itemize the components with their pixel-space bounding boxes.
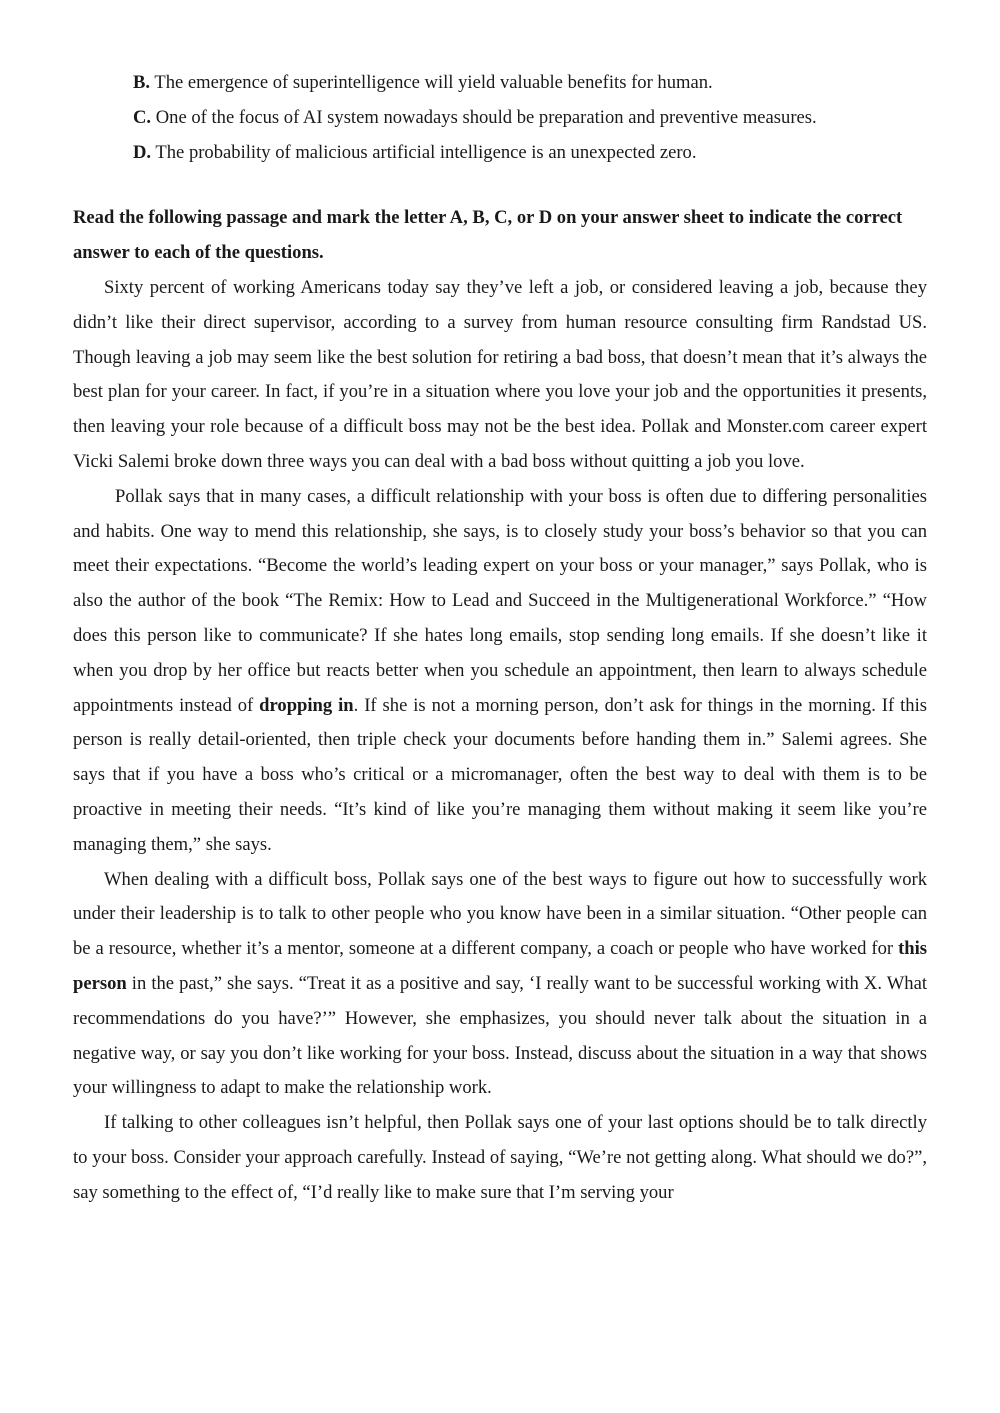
instruction-heading: Read the following passage and mark the letter A, B, C, or D on your answer sheet to indicate the correct answer to each of the questions. [73,207,903,264]
option-text: The probability of malicious artificial intelligence is an unexpected zero. [151,141,697,163]
paragraph-text: Pollak says that in many cases, a difficult relationship with your boss is often due to differing personalities and habits. One way to mend this relationship, she says, is to closely study your boss’s behavior so that you can meet their expectations. “Become the world’s leading expert on your boss or your manager,” says Pollak, who is also the author of the book “The Remix: How to Lead and Succeed in the Multigenerational Workforce.” “How does this person like to communicate? If she hates long emails, stop sending long emails. If she doesn’t like it when you drop by her office but reacts better when you schedule an appointment, then learn to always schedule appointments instead of [73,485,927,716]
option-text: The emergence of superintelligence will yield valuable benefits for human. [150,72,713,93]
passage-paragraph-4: If talking to other colleagues isn’t helpful, then Pollak says one of your last options should be to talk directly to your boss. Consider your approach carefully. Instead of saying, “We’re not getting along. What should we do?”, say something to the effect of, “I’d really like to make sure that I’m serving your [73,1112,927,1203]
paragraph-text: When dealing with a difficult boss, Pollak says one of the best ways to figure out how to successfully work under their leadership is to talk to other people who you know have been in a similar situation. “Other people can be a resource, whether it’s a mentor, someone at a different company, a coach or people who have worked for [73,868,927,960]
paragraph-text: . If she is not a morning person, don’t ask for things in the morning. If this person is really detail-oriented, then triple check your documents before handing them in.” Salemi agrees. She says that if you have a boss who’s critical or a micromanager, often the best way to deal with them is to be proactive in meeting their needs. “It’s kind of like you’re managing them without making it seem like you’re managing them,” she says. [73,694,927,855]
paragraph-text: in the past,” she says. “Treat it as a positive and say, ‘I really want to be successful working with X. What recommendations do you have?’” However, she emphasizes, you should never talk about the situation in a negative way, or say you don’t like working for your boss. Instead, discuss about the situation in a way that shows your willingness to adapt to make the relationship work. [73,972,927,1099]
option-c [73,101,927,136]
highlighted-phrase-this-person: this person [73,938,927,994]
highlighted-phrase-dropping-in: dropping in [259,694,354,716]
option-b [73,66,927,101]
option-letter: D. [133,141,152,163]
option-letter: C. [133,106,152,128]
option-text: One of the focus of AI system nowadays should be preparation and preventive measures. [151,106,817,128]
option-d [73,136,927,171]
passage-paragraph-3 [73,863,927,1107]
passage-paragraph-1: Sixty percent of working Americans today say they’ve left a job, or considered leaving a job, because they didn’t like their direct supervisor, according to a survey from human resource consulting firm Randstad US. Though leaving a job may seem like the best solution for retiring a bad boss, that doesn’t mean that it’s always the best plan for your career. In fact, if you’re in a situation where you love your job and the opportunities it presents, then leaving your role because of a difficult boss may not be the best idea. Pollak and Monster.com career expert Vicki Salemi broke down three ways you can deal with a bad boss without quitting a job you love. [73,276,927,472]
document-page [73,66,927,1211]
option-letter: B. [133,72,151,93]
passage-paragraph-2 [73,480,927,863]
